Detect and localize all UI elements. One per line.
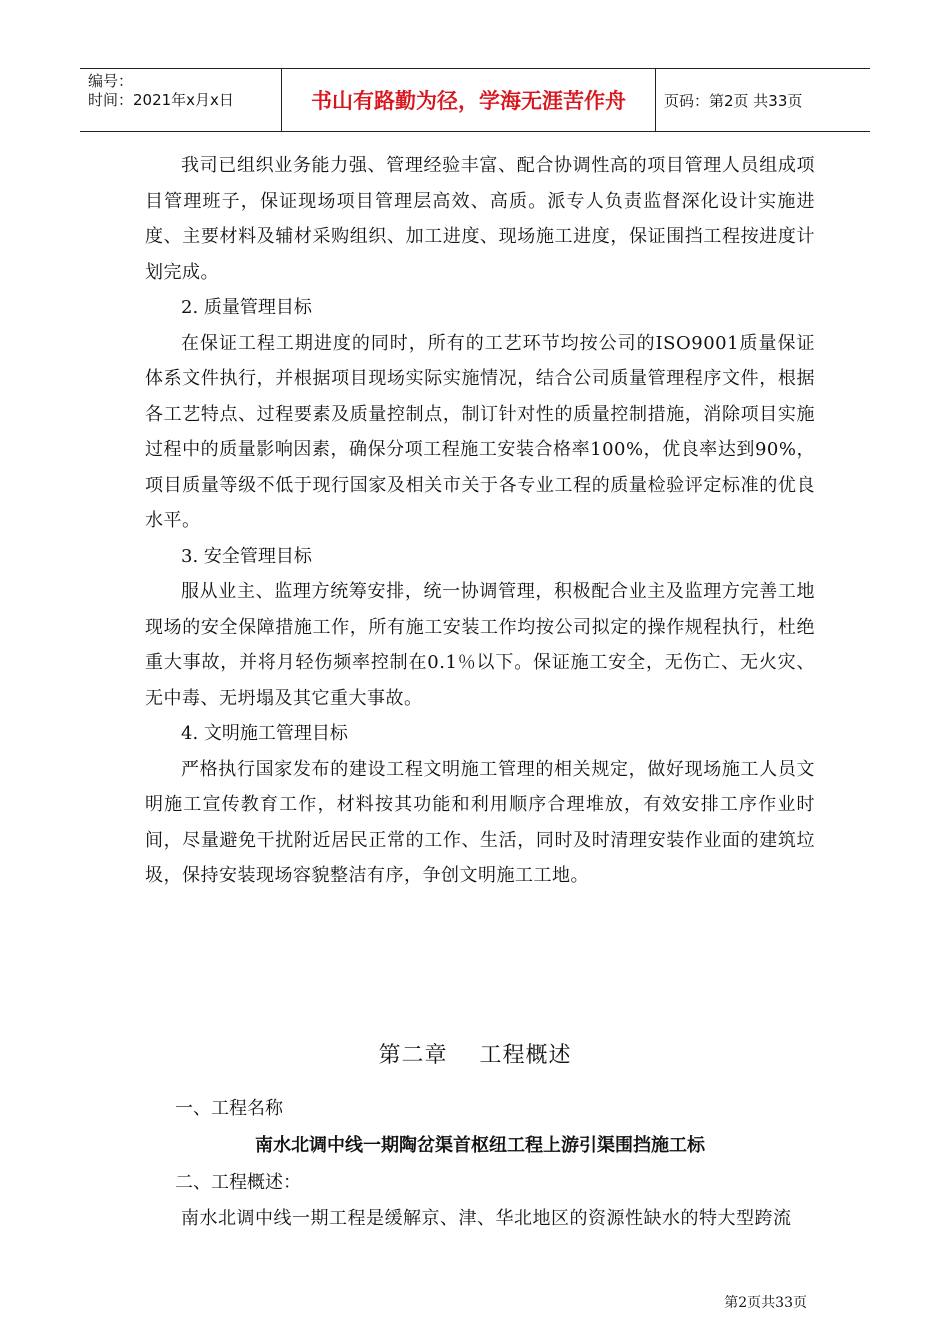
project-name: 南水北调中线一期陶岔渠首枢纽工程上游引渠围挡施工标 [255,1135,705,1156]
section-project-name: 一、工程名称 [175,1098,283,1119]
heading-quality-goal: 2. 质量管理目标 [181,297,312,318]
paragraph-project-overview: 南水北调中线一期工程是缓解京、津、华北地区的资源性缺水的特大型跨流 [181,1208,792,1229]
heading-safety-goal: 3. 安全管理目标 [181,545,312,567]
heading-civilized-construction-goal: 4. 文明施工管理目标 [181,723,348,744]
paragraph-quality-goal: 在保证工程工期进度的同时，所有的工艺环节均按公司的ISO9001质量保证体系文件执行，并根据项目现场实际实施情况，结合公司质量管理程序文件，根据各工艺特点、过程要素及质量控制点，制订针对性的质量控制措施，消除项目实施过程中的质量影响因素，确保分项工程施工安装合格率100%，优良率达到90%，项目质量等级不低于现行国家及相关市关于各专业工程的质量检验评定标准的优良水平。 [145,332,815,531]
chapter-two-content [145,1090,815,1237]
chapter-title: 第二章 工程概述 [378,1043,572,1068]
header-motto: 书山有路勤为径，学海无涯苦作舟 [282,69,656,131]
time-label: 时间：2021年x月x日 [88,91,234,109]
document-body [145,148,815,894]
document-header [80,68,870,132]
paragraph-safety-goal: 服从业主、监理方统筹安排，统一协调管理，积极配合业主及监理方完善工地现场的安全保障措施工作，所有施工安装工作均按公司拟定的操作规程执行，杜绝重大事故，并将月轻伤频率控制在0.1％以下。保证施工安全，无伤亡、无火灾、无中毒、无坍塌及其它重大事故。 [145,581,815,709]
paragraph-management-team: 我司已组织业务能力强、管理经验丰富、配合协调性高的项目管理人员组成项目管理班子，保证现场项目管理层高效、高质。派专人负责监督深化设计实施进度、主要材料及辅材采购组织、加工进度、现场施工进度，保证围挡工程按进度计划完成。 [145,155,815,283]
section-project-overview: 二、工程概述： [175,1172,301,1193]
header-page-code: 页码：第2页 共33页 [664,91,803,110]
paragraph-civilized-construction-goal: 严格执行国家发布的建设工程文明施工管理的相关规定，做好现场施工人员文明施工宣传教育工作，材料按其功能和利用顺序合理堆放，有效安排工序作业时间，尽量避免干扰附近居民正常的工作、生活，同时及时清理安装作业面的建筑垃圾，保持安装现场容貌整洁有序，争创文明施工工地。 [145,758,815,886]
page-footer: 第2页共33页 [724,1295,807,1311]
number-label: 编号： [88,72,134,90]
header-meta-cell [80,69,282,131]
